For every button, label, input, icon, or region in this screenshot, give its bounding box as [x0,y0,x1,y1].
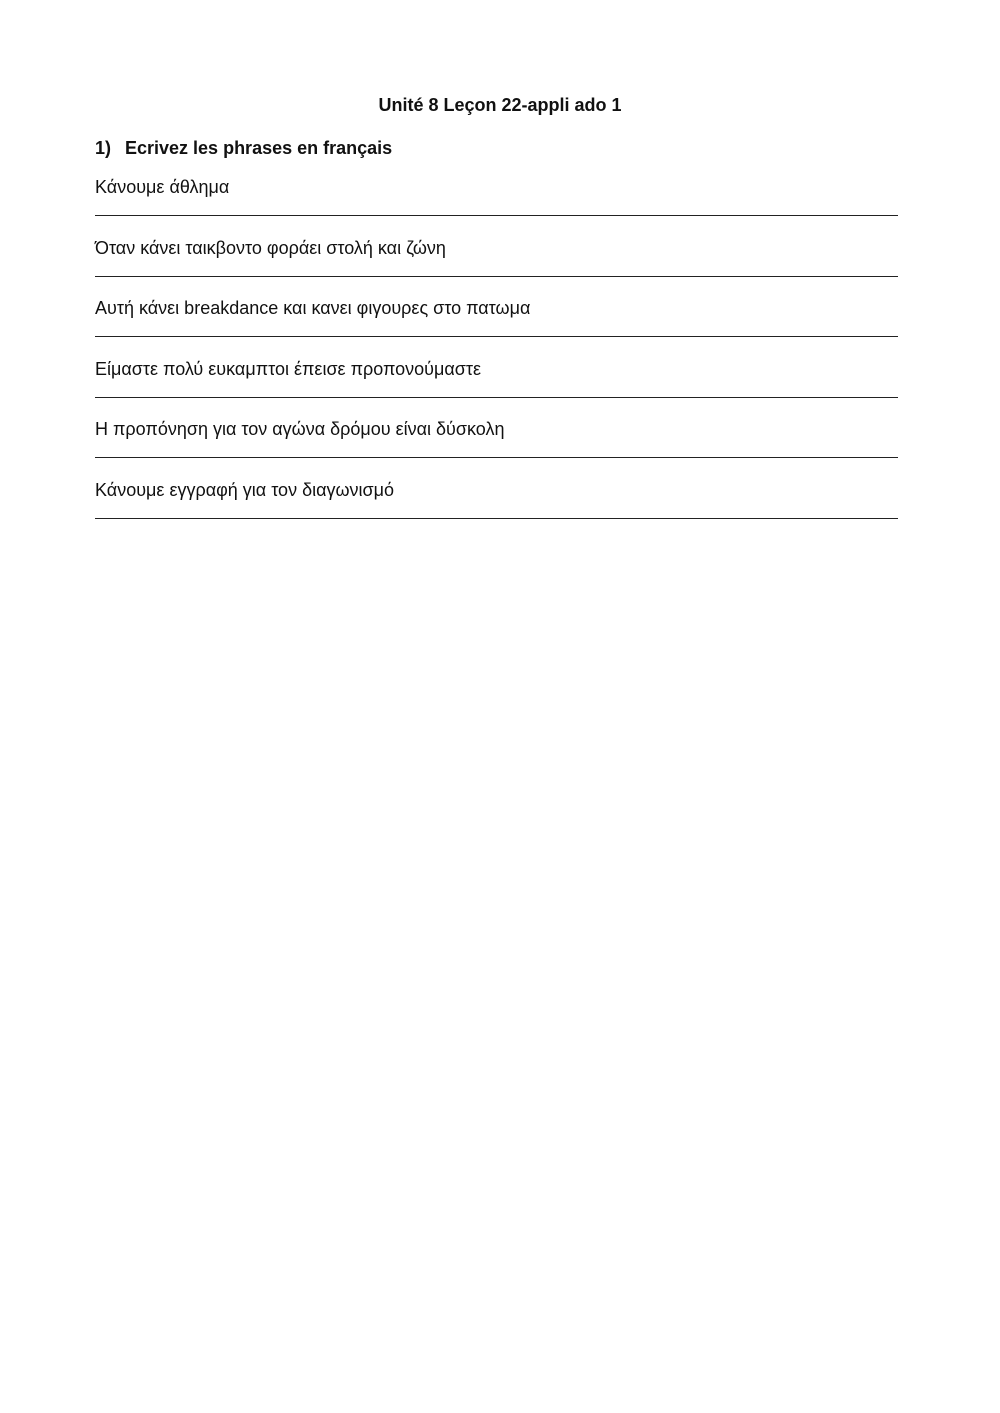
item-prompt: Είμαστε πολύ ευκαμπτοι έπεισε προπονούμαστε [95,358,482,379]
exercise-instruction: Ecrivez les phrases en français [125,138,393,158]
item-prompt: Η προπόνηση για τον αγώνα δρόμου είναι δύσκολη [95,419,505,439]
answer-line [95,336,898,337]
exercise-heading [95,137,392,159]
answer-line [95,215,898,216]
exercise-item-3 [95,297,898,358]
item-prompt: Αυτή κάνει breakdance και κανει φιγουρες στο πατωμα [95,298,531,318]
answer-line [95,518,898,519]
item-prompt: Όταν κάνει ταικβοντο φοράει στολή και ζώνη [95,237,446,258]
exercise-item-5 [95,418,898,479]
exercise-item-2 [95,237,898,298]
answer-line [95,457,898,458]
exercise-item-1 [95,176,898,237]
answer-line [95,276,898,277]
exercise-items [95,176,898,539]
exercise-item-6 [95,479,898,540]
answer-line [95,397,898,398]
item-prompt: Κάνουμε εγγραφή για τον διαγωνισμό [95,479,395,500]
exercise-number: 1) [95,138,112,158]
exercise-item-4 [95,358,898,419]
item-prompt: Κάνουμε άθλημα [95,177,230,197]
page-title: Unité 8 Leçon 22-appli ado 1 [378,95,622,115]
